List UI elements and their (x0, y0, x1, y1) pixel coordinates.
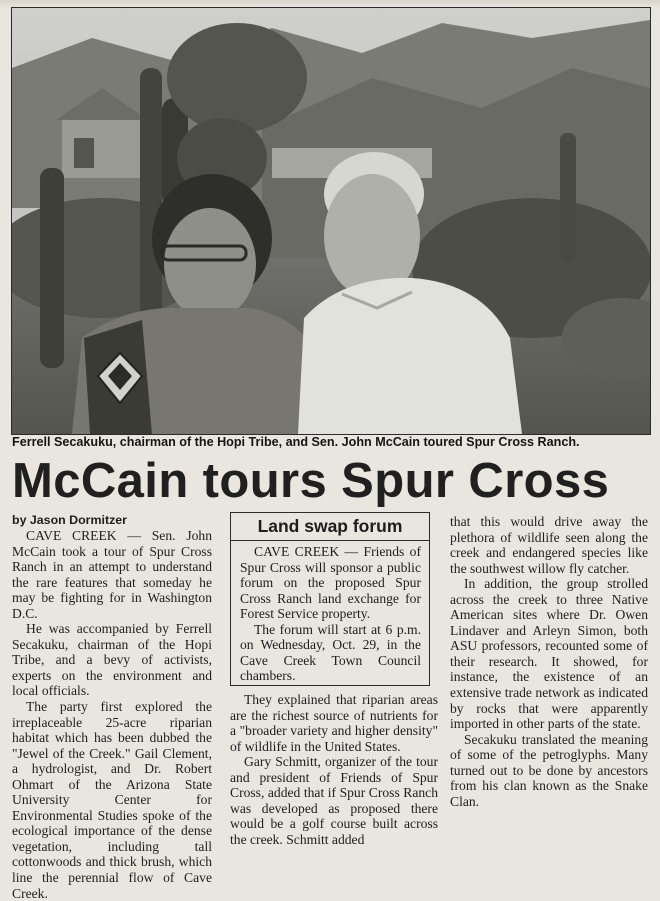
article-column-3 (450, 514, 648, 809)
photo-illustration (12, 8, 650, 434)
article-paragraph: Gary Schmitt, organizer of the tour and president of Friends of Spur Cross, added that if Spur Cross Ranch was developed as proposed there would be a golf course built across the creek. Schmitt added (230, 754, 438, 847)
sidebar-paragraph: The forum will start at 6 p.m. on Wednesday, Oct. 29, in the Cave Creek Town Council chambers. (240, 621, 421, 683)
article-column-2 (230, 692, 438, 847)
photo-caption: Ferrell Secakuku, chairman of the Hopi Tribe, and Sen. John McCain toured Spur Cross Ranch. (12, 435, 580, 449)
news-photo (11, 7, 651, 435)
article-paragraph: that this would drive away the plethora of wildlife seen along the creek and endangered species like the southwest willow fly catcher. (450, 514, 648, 576)
article-paragraph: Secakuku translated the meaning of some of the petroglyphs. Many turned out to be done by ancestors from his clan known as the Snake Clan. (450, 731, 648, 809)
sidebar-title: Land swap forum (231, 516, 429, 541)
article-column-1 (12, 512, 212, 901)
article-paragraph: The party first explored the irreplaceable 25-acre riparian habitat which has been dubbed the "Jewel of the Creek." Gail Clement, a hydrologist, and Dr. Robert Ohmart of the Arizona State University Center for Environmental Studies spoke of the ecological importance of the dense vegetation, including tall cottonwoods and thick brush, which line the perennial flow of Cave Creek. (12, 699, 212, 901)
headline: McCain tours Spur Cross (12, 454, 610, 508)
sidebar-paragraph: CAVE CREEK — Friends of Spur Cross will sponsor a public forum on the proposed Spur Cross Ranch land exchange for Forest Service property. (240, 544, 421, 621)
article-paragraph: They explained that riparian areas are the richest source of nutrients for a "broader variety and higher density" of wildlife in the United States. (230, 692, 438, 754)
article-paragraph: CAVE CREEK — Sen. John McCain took a tour of Spur Cross Ranch in an attempt to understand the rare features that someday he may be fighting for in Washington D.C. (12, 528, 212, 621)
article-paragraph: He was accompanied by Ferrell Secakuku, chairman of the Hopi Tribe, and a bevy of activists, experts on the environment and local officials. (12, 621, 212, 699)
sidebar-box (230, 512, 430, 686)
byline: by Jason Dormitzer (12, 513, 127, 527)
article-paragraph: In addition, the group strolled across the creek to three Native American sites where Dr. Owen Lindaver and Arleyn Simon, both ASU professors, recounted some of their research. It showed, for instance, the existence of an extensive trade network as indicated by rocks that were apparently imported in other parts of the state. (450, 576, 648, 732)
